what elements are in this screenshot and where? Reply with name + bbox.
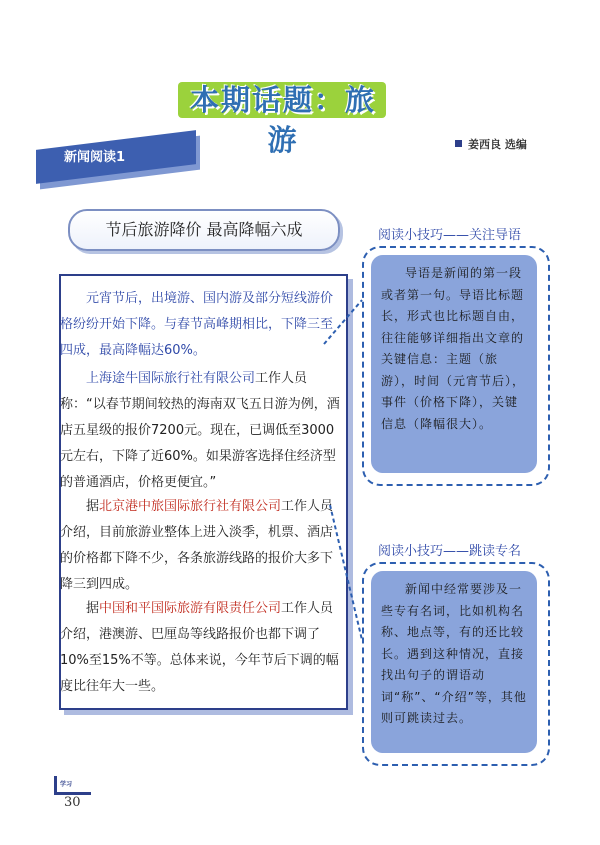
tip-2-connector xyxy=(330,505,362,640)
paragraph-3-text: 工作人员介绍，目前旅游业整体上进入淡季，机票、酒店的价格都下降不少，各条旅游线路的报价大多下降三到四成。 xyxy=(60,499,334,592)
section-label: 新闻阅读1 xyxy=(64,150,126,165)
tip-1-connector xyxy=(324,300,362,344)
lead-text: 元宵节后，出境游、国内游及部分短线游价格纷纷开始下降。与春节高峰期相比，下降三至四成，最高降幅达60%。 xyxy=(60,291,334,358)
paragraph-4-text: 工作人员介绍，港澳游、巴厘岛等线路报价也都下调了10%至15%不等。总体来说，今年节后下调的幅度比往年大一些。 xyxy=(60,601,339,694)
tip-2-heading: 阅读小技巧——跳读专名 xyxy=(378,544,522,559)
paragraph-4-prefix: 据 xyxy=(86,601,100,616)
org-name-ctsho: 北京港中旅国际旅行社有限公司 xyxy=(99,499,282,514)
page-title: 本期话题：旅游 xyxy=(189,83,376,157)
paragraph-2-text: 工作人员称：“以春节期间较热的海南双飞五日游为例，酒店五星级的报价7200元。现在，已调低至3000元左右，下降了近60%。如果游客选择住经济型的普通酒店，价格更便宜。” xyxy=(60,371,340,490)
tip-2-body: 新闻中经常要涉及一些专有名词，比如机构名称、地点等，有的还比较长。遇到这种情况，直接找出句子的谓语动词“称”、“介绍”等，其他则可跳读过去。 xyxy=(371,571,537,753)
tip-1-body: 导语是新闻的第一段或者第一句。导语比标题长，形式也比标题自由，往往能够详细指出文章的关键信息：主题（旅游），时间（元宵节后），事件（价格下降），关键信息（降幅很大）。 xyxy=(371,255,537,473)
editor-name: 姜西良 选编 xyxy=(468,138,527,151)
article-headline: 节后旅游降价 最高降幅六成 xyxy=(68,209,340,251)
org-name-peace: 中国和平国际旅游有限责任公司 xyxy=(99,601,282,616)
logo-text: 学习 xyxy=(60,781,73,788)
tip-1-heading: 阅读小技巧——关注导语 xyxy=(378,228,522,243)
org-name-tuniu: 上海途牛国际旅行社有限公司 xyxy=(86,371,256,386)
page-number: 30 xyxy=(64,795,81,810)
paragraph-3-prefix: 据 xyxy=(86,499,100,514)
